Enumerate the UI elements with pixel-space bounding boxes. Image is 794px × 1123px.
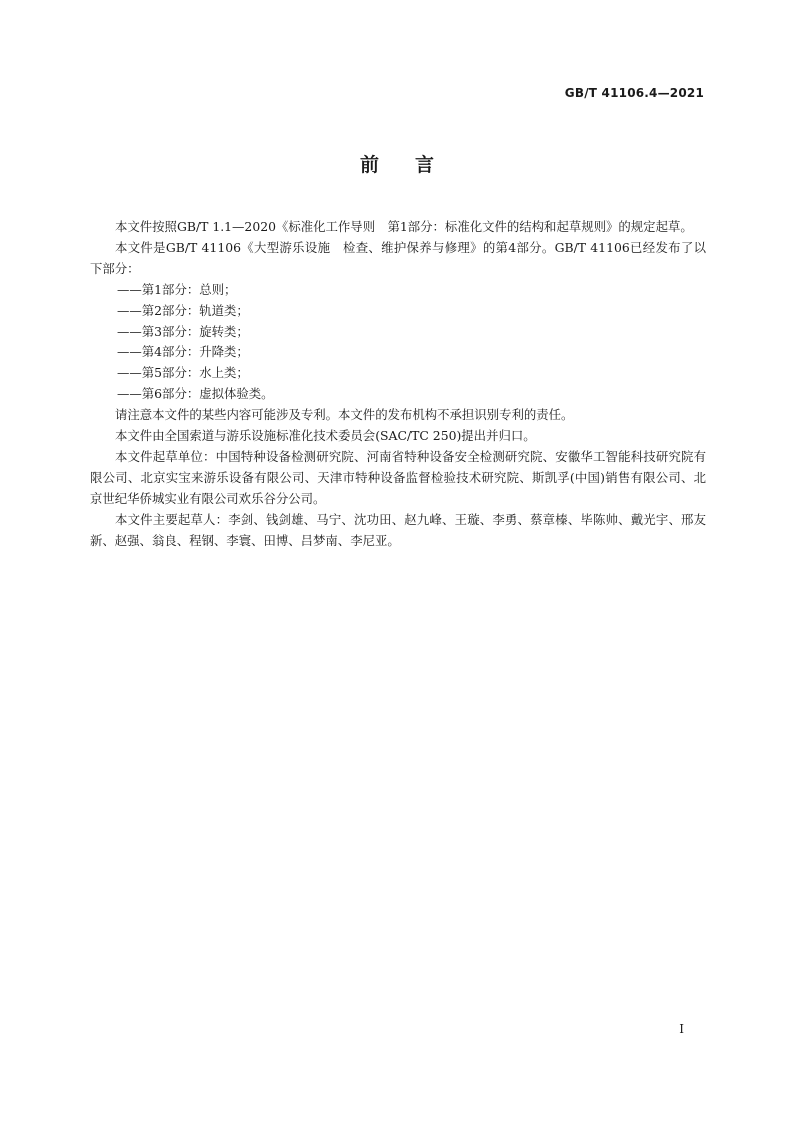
paragraph-patent-notice: 请注意本文件的某些内容可能涉及专利。本文件的发布机构不承担识别专利的责任。 xyxy=(115,407,574,423)
parts-list xyxy=(90,280,706,405)
list-item: ——第3部分：旋转类； xyxy=(117,323,249,339)
paragraph-drafters: 本文件主要起草人：李剑、钱剑雄、马宁、沈功田、赵九峰、王璇、李勇、蔡章榛、毕陈帅、戴光宇、邢友新、赵强、翁良、程钢、李寰、田博、吕梦南、李尼亚。 xyxy=(90,511,706,548)
page-number: I xyxy=(679,1022,684,1036)
page-title: 前言 xyxy=(359,154,470,176)
paragraph-drafting-units: 本文件起草单位：中国特种设备检测研究院、河南省特种设备安全检测研究院、安徽华工智能科技研究院有限公司、北京实宝来游乐设备有限公司、天津市特种设备监督检验技术研究院、斯凯孚(中国)销售有限公司、北京世纪华侨城实业有限公司欢乐谷分公司。 xyxy=(90,448,706,506)
list-item: ——第5部分：水上类； xyxy=(117,365,249,381)
paragraph-drafting-rules: 本文件按照GB/T 1.1—2020《标准化工作导则 第1部分：标准化文件的结构和起草规则》的规定起草。 xyxy=(115,219,693,234)
list-item: ——第1部分：总则； xyxy=(117,281,237,297)
paragraph-committee: 本文件由全国索道与游乐设施标准化技术委员会(SAC/TC 250)提出并归口。 xyxy=(115,428,536,444)
standard-number: GB/T 41106.4—2021 xyxy=(564,86,704,100)
list-item: ——第2部分：轨道类； xyxy=(117,302,249,318)
document-body xyxy=(90,217,706,552)
paragraph-series-intro: 本文件是GB/T 41106《大型游乐设施 检查、维护保养与修理》的第4部分。GB/T 41106已经发布了以下部分： xyxy=(90,239,706,276)
list-item: ——第4部分：升降类； xyxy=(117,344,249,360)
list-item: ——第6部分：虚拟体验类。 xyxy=(117,386,274,402)
